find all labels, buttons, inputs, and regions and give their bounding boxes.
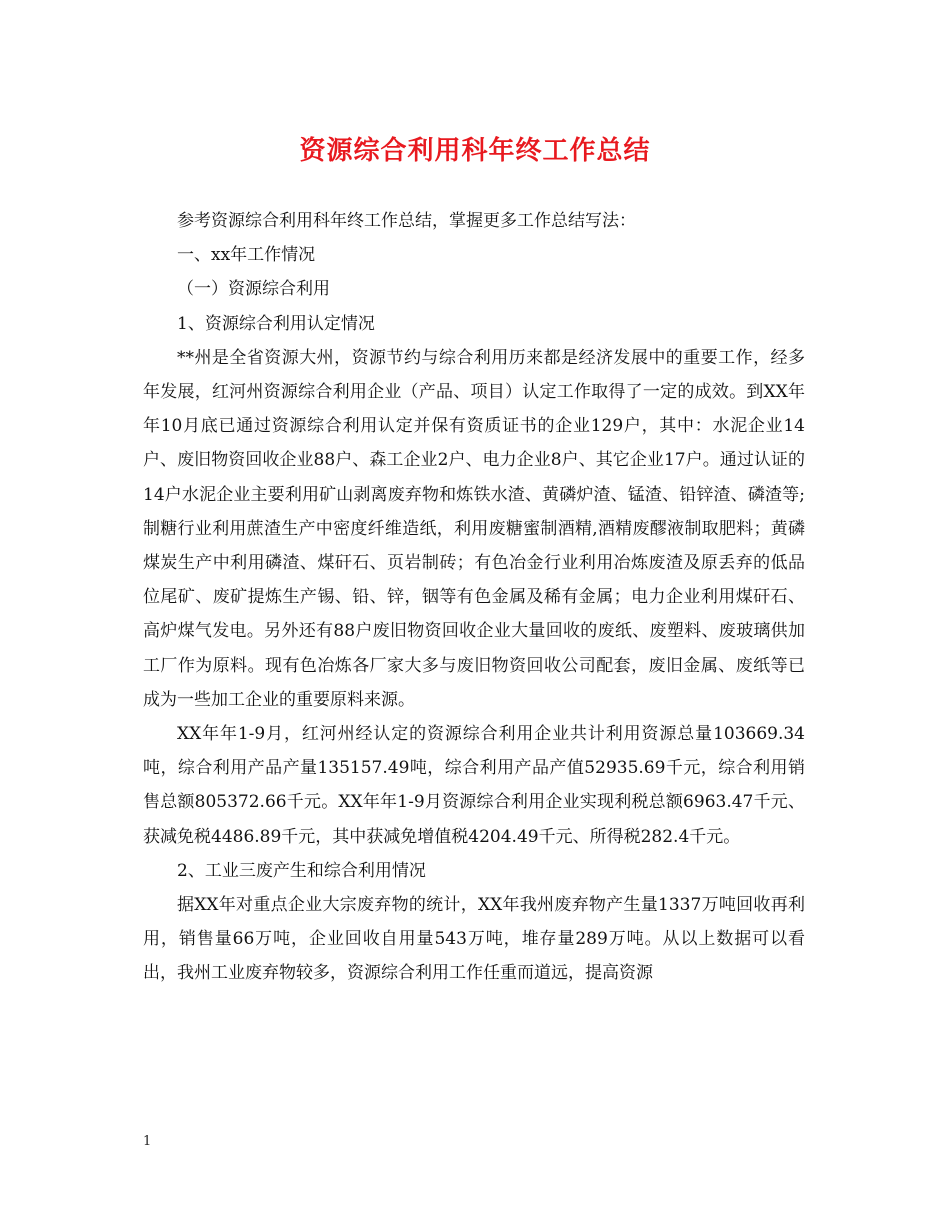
paragraph-waste: 据XX年对重点企业大宗废弃物的统计，XX年我州废弃物产生量1337万吨回收再利用，销售量66万吨，企业回收自用量543万吨，堆存量289万吨。从以上数据可以看出，我州工业废弃物较多，资源综合利用工作任重而道远，提高资源 — [143, 895, 805, 984]
subsection-heading: （一）资源综合利用 — [177, 279, 330, 300]
section-heading: 一、xx年工作情况 — [177, 245, 316, 266]
page-number: 1 — [143, 1134, 152, 1149]
paragraph-intro: 参考资源综合利用科年终工作总结，掌握更多工作总结写法： — [177, 211, 636, 231]
paragraph-statistics: XX年年1-9月，红河州经认定的资源综合利用企业共计利用资源总量103669.34吨，综合利用产品产量135157.49吨，综合利用产品产值52935.69千元，综合利用销售总额805372.66千元。XX年年1-9月资源综合利用企业实现利税总额6963.47千元、获减免税4486.89千元，其中获减免增值税4204.49千元、所得税282.4千元。 — [143, 724, 805, 847]
document-body — [143, 204, 805, 991]
item-heading: 2、工业三废产生和综合利用情况 — [177, 860, 426, 881]
paragraph-certification: **州是全省资源大州，资源节约与综合利用历来都是经济发展中的重要工作，经多年发展，红河州资源综合利用企业（产品、项目）认定工作取得了一定的成效。到XX年年10月底已通过资源综合利用认定并保有资质证书的企业129户，其中：水泥企业14户、废旧物资回收企业88户、森工企业2户、电力企业8户、其它企业17户。通过认证的14户水泥企业主要利用矿山剥离废弃物和炼铁水渣、黄磷炉渣、锰渣、铅锌渣、磷渣等;制糖行业利用蔗渣生产中密度纤维造纸，利用废糖蜜制酒精,酒精废醪液制取肥料；黄磷煤炭生产中利用磷渣、煤矸石、页岩制砖；有色冶金行业利用冶炼废渣及原丢弃的低品位尾矿、废矿提炼生产锡、铅、锌，铟等有色金属及稀有金属；电力企业利用煤矸石、高炉煤气发电。另外还有88户废旧物资回收企业大量回收的废纸、废塑料、废玻璃供加工厂作为原料。现有色冶炼各厂家大多与废旧物资回收公司配套，废旧金属、废纸等已成为一些加工企业的重要原料来源。 — [143, 347, 805, 710]
document-title: 资源综合利用科年终工作总结 — [299, 136, 651, 166]
item-heading: 1、资源综合利用认定情况 — [177, 313, 375, 334]
